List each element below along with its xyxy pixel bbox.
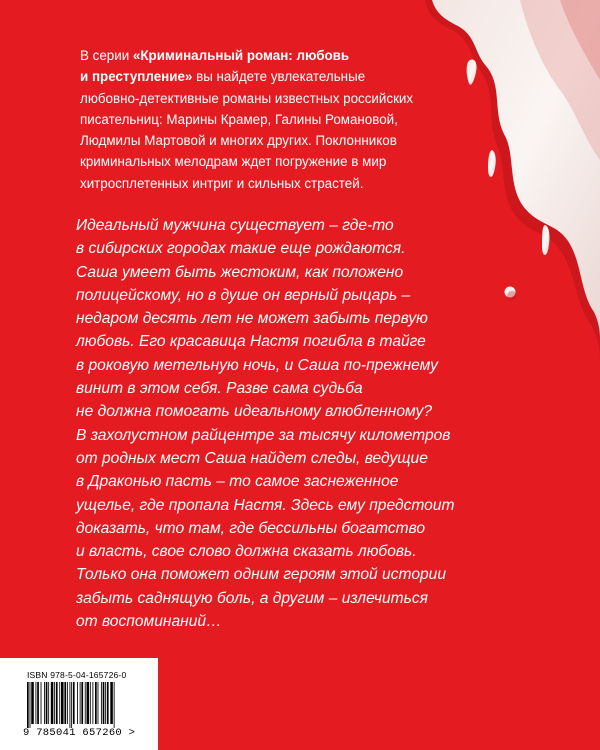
annotation-line: Идеальный мужчина существует – где-то bbox=[76, 217, 394, 234]
barcode-bar bbox=[70, 682, 71, 728]
annotation-line: любовь. Его красавица Настя погибла в тайге bbox=[76, 333, 426, 351]
series-line: хитросплетенных интриг и сильных страстей. bbox=[80, 175, 364, 191]
barcode-bar bbox=[110, 682, 113, 724]
annotation-line: в роковую метельную ночь, и Саша по-прежнему bbox=[76, 356, 438, 374]
barcode-bar bbox=[90, 682, 91, 724]
annotation-line: не должна помогать идеальному влюбленному? bbox=[76, 403, 433, 421]
barcode-bar bbox=[95, 682, 97, 724]
barcode-bar bbox=[54, 682, 55, 724]
barcode-bar bbox=[101, 682, 102, 724]
barcode-bar bbox=[56, 682, 58, 724]
barcode-bar bbox=[64, 682, 66, 724]
annotation-line: доказать, что там, где бессильны богатство bbox=[76, 519, 426, 537]
series-line: Людмилы Мартовой и многих других. Поклонников bbox=[80, 133, 397, 149]
series-text: вы найдете увлекательные bbox=[192, 69, 366, 85]
barcode-bar bbox=[87, 682, 90, 724]
barcode-bar bbox=[80, 682, 81, 724]
barcode-bar bbox=[44, 682, 45, 724]
barcode-bar bbox=[81, 682, 83, 724]
series-line: любовно-детективные романы известных российских bbox=[80, 90, 414, 106]
barcode-bar bbox=[85, 682, 86, 724]
annotation-line: Саша умеет быть жестоким, как положено bbox=[76, 263, 404, 281]
annotation-line: недаром десять лет не может забыть первую bbox=[76, 310, 428, 328]
annotation-line: и власть, свое слово должна сказать любовь. bbox=[76, 543, 417, 561]
annotation-line: от родных мест Саша найдет следы, ведущие bbox=[76, 449, 428, 467]
barcode-bar bbox=[105, 682, 106, 724]
series-name-line1: «Криминальный роман: любовь bbox=[132, 48, 350, 63]
barcode-bar bbox=[37, 682, 39, 724]
barcode-bar bbox=[46, 682, 48, 724]
annotation-line: В захолустном райцентре за тысячу километров bbox=[76, 426, 451, 444]
barcode-bar bbox=[48, 682, 49, 724]
barcode-bar bbox=[114, 682, 115, 728]
barcode-bar bbox=[77, 682, 78, 724]
barcode-bar bbox=[59, 682, 60, 724]
barcode-bar bbox=[92, 682, 93, 724]
series-prefix: В серии bbox=[80, 48, 133, 63]
annotation-line: ущелье, где пропала Настя. Здесь ему предстоит bbox=[76, 496, 455, 514]
annotation-line: Только она поможет одним героям этой истории bbox=[76, 566, 447, 584]
barcode-bar bbox=[41, 682, 42, 724]
barcode-bars bbox=[27, 682, 139, 728]
barcode-bar bbox=[30, 682, 31, 728]
barcode-bar bbox=[107, 682, 109, 724]
barcode-digits: 9 785041 657260 > bbox=[23, 727, 136, 739]
isbn-label: ISBN 978-5-04-165726-0 bbox=[27, 670, 127, 680]
barcode-panel bbox=[0, 658, 158, 750]
annotation-line: винит в этом себя. Разве сама судьба bbox=[76, 380, 363, 398]
barcode-bar bbox=[71, 682, 72, 728]
annotation-line: от воспоминаний… bbox=[76, 613, 222, 631]
annotation-line: полицейскому, но в душе он верный рыцарь – bbox=[76, 286, 411, 304]
barcode-bar bbox=[36, 682, 37, 724]
series-description bbox=[80, 45, 480, 194]
barcode-bar bbox=[27, 682, 29, 728]
book-annotation bbox=[76, 214, 496, 633]
barcode-bar bbox=[31, 682, 34, 724]
series-line: криминальных мелодрам ждет погружение в мир bbox=[80, 154, 387, 170]
barcode-bar bbox=[67, 682, 68, 724]
series-line: писательниц: Марины Крамер, Галины Романовой, bbox=[80, 111, 398, 127]
barcode-bar bbox=[61, 682, 64, 724]
barcode-bar bbox=[51, 682, 54, 724]
annotation-line: забыть саднящую боль, а другим – излечиться bbox=[76, 589, 428, 607]
annotation-line: в Драконью пасть – то самое заснеженное bbox=[76, 473, 399, 491]
barcode-bar bbox=[103, 682, 105, 724]
series-name-line2: и преступление» bbox=[80, 69, 193, 85]
barcode-bar bbox=[98, 682, 99, 724]
annotation-line: в сибирских городах такие еще рождаются. bbox=[76, 240, 406, 258]
barcode-bar bbox=[73, 682, 75, 724]
